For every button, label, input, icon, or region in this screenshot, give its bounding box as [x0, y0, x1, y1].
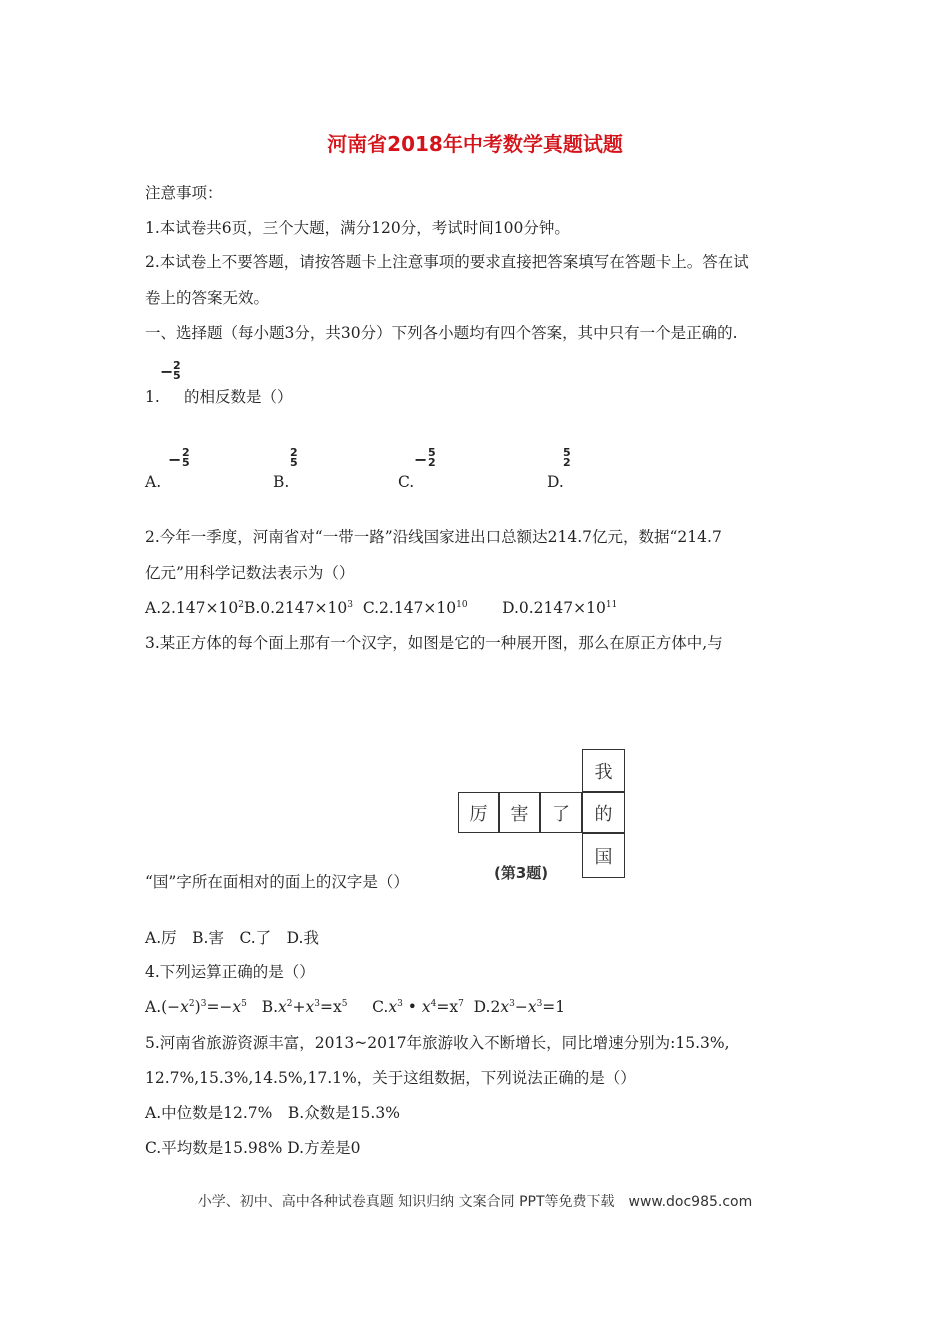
- q1-option-d-denominator: 2: [563, 456, 571, 469]
- q1-option-b-label: B.: [273, 473, 290, 491]
- q5-options-ab: A.中位数是12.7% B.众数是15.3%: [145, 1104, 400, 1122]
- q1-stem: 的相反数是（）: [184, 388, 293, 406]
- q4-options: [145, 997, 565, 1017]
- q1-option-d-numerator: 5: [563, 446, 571, 459]
- q3-line-1: 3.某正方体的每个面上那有一个汉字，如图是它的一种展开图，那么在原正方体中,与: [145, 634, 723, 652]
- q1-option-c-denominator: 2: [428, 456, 436, 469]
- q1-minus-sign: −: [160, 362, 174, 381]
- cube-face-guo: 国: [582, 833, 625, 878]
- notice-heading: 注意事项：: [145, 184, 223, 202]
- q1-option-d-fraction: [563, 448, 571, 468]
- q1-option-d-label: D.: [547, 473, 564, 491]
- q2-option-d: $D.0.2147\times 10^{11}$: [502, 599, 618, 617]
- q2-option-c: $C.2.147\times 10^{10}$: [362, 599, 468, 617]
- cube-face-le: 了: [540, 792, 582, 833]
- q1-option-a-denominator: 5: [182, 456, 190, 469]
- notice-item-2-line-1: 2.本试卷上不要答题，请按答题卡上注意事项的要求直接把答案填写在答题卡上。答在试: [145, 253, 749, 271]
- figure-caption: (第3题): [494, 864, 549, 882]
- q1-option-b-denominator: 5: [290, 456, 298, 469]
- q4-option-a: $A.(-x^2)^3=-x^5$: [145, 998, 247, 1016]
- notice-item-1: 1.本试卷共6页，三个大题，满分120分，考试时间100分钟。: [145, 219, 570, 237]
- q3-line-2: “国”字所在面相对的面上的汉字是（）: [145, 873, 409, 891]
- cube-face-wo: 我: [582, 749, 625, 792]
- q4-option-b: $B.x^2+x^3=x^5$: [261, 998, 348, 1016]
- q1-number: 1.: [145, 388, 160, 406]
- q3-options: A.厉 B.害 C.了 D.我: [145, 929, 319, 947]
- q5-line-2: 12.7%,15.3%,14.5%,17.1%，关于这组数据，下列说法正确的是（）: [145, 1069, 636, 1087]
- q1-option-c-fraction: [428, 448, 436, 468]
- q1-fraction: [173, 361, 181, 381]
- q2-line-1: 2.今年一季度，河南省对“一带一路”沿线国家进出口总额达214.7亿元，数据“214.7: [145, 528, 722, 546]
- q2-line-2: 亿元”用科学记数法表示为（）: [145, 564, 355, 582]
- q1-option-c-label: C.: [398, 473, 415, 491]
- q2-option-b: $B.0.2147\times 10^3$: [243, 599, 353, 617]
- q1-option-a-numerator: 2: [182, 446, 190, 459]
- q4-option-c: $C.x^3$ • $x^4=x^7$: [372, 998, 464, 1016]
- cube-face-hai: 害: [499, 792, 540, 833]
- q2-options: [145, 598, 617, 618]
- notice-item-2-line-2: 卷上的答案无效。: [145, 289, 270, 307]
- q1-option-c-sign: −: [414, 450, 428, 469]
- q2-option-a: $A.2.147\times 10^2$: [145, 599, 244, 617]
- q1-option-a-sign: −: [168, 450, 182, 469]
- q5-options-cd: C.平均数是15.98% D.方差是0: [145, 1139, 361, 1157]
- q1-option-b-numerator: 2: [290, 446, 298, 459]
- footer-text: 小学、初中、高中各种试卷真题 知识归纳 文案合同 PPT等免费下载 www.doc985.com: [197, 1194, 753, 1210]
- q4-option-d: $D.2x^3-x^3=1$: [473, 998, 566, 1016]
- cube-face-de: 的: [582, 792, 625, 833]
- section-1-heading: 一、选择题（每小题3分，共30分）下列各小题均有四个答案，其中只有一个是正确的.: [145, 324, 738, 342]
- q1-option-b-fraction: [290, 448, 298, 468]
- q1-option-c-numerator: 5: [428, 446, 436, 459]
- q1-option-a-fraction: [182, 448, 190, 468]
- q1-fraction-numerator: 2: [173, 359, 181, 372]
- q1-option-a-label: A.: [145, 473, 162, 491]
- q5-line-1: 5.河南省旅游资源丰富，2013~2017年旅游收入不断增长，同比增速分别为:15.3%,: [145, 1034, 730, 1052]
- q4-stem: 4.下列运算正确的是（）: [145, 963, 315, 981]
- page-title: 河南省2018年中考数学真题试题: [327, 132, 623, 156]
- q1-fraction-denominator: 5: [173, 369, 181, 382]
- cube-face-li: 厉: [458, 792, 499, 833]
